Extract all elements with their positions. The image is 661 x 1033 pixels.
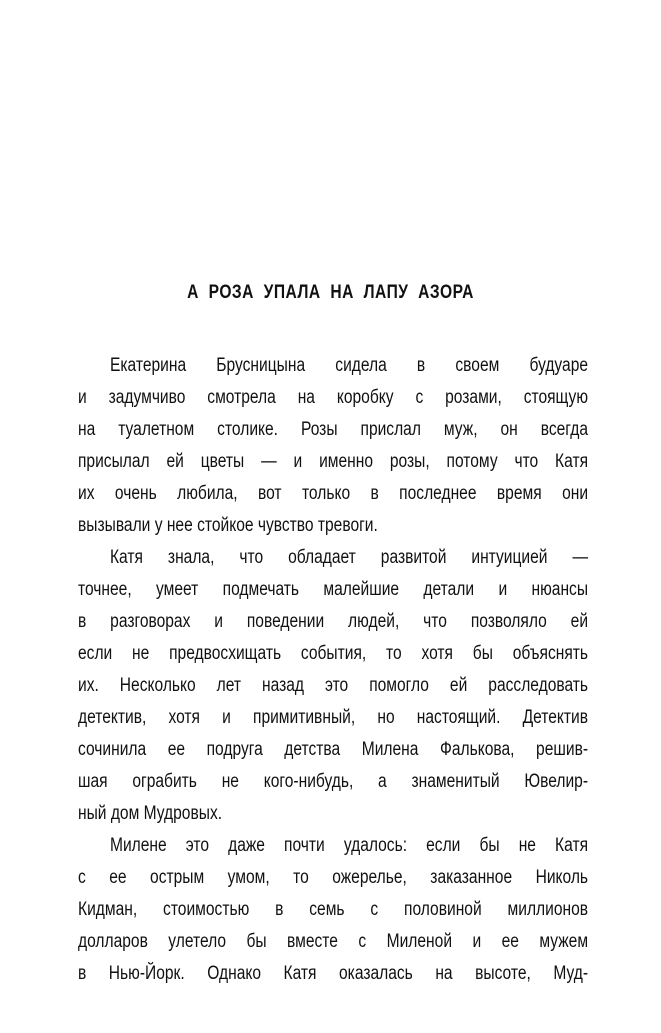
paragraph-3-line-4: долларов улетело бы вместе с Миленой и ее мужем bbox=[78, 931, 589, 952]
paragraph-3-line-3: Кидман, стоимостью в семь с половиной миллионов bbox=[78, 899, 589, 920]
paragraph-2-line-1: Катя знала, что обладает развитой интуицией — bbox=[109, 547, 589, 568]
paragraph-2-line-6: детектив, хотя и примитивный, но настоящий. Детектив bbox=[78, 707, 589, 728]
paragraph-1-line-4: присылал ей цветы — и именно розы, потому что Катя bbox=[78, 451, 589, 472]
paragraph-3-line-1: Милене это даже почти удалось: если бы не Катя bbox=[109, 835, 589, 856]
paragraph-2-line-5: их. Несколько лет назад это помогло ей расследовать bbox=[78, 675, 589, 696]
paragraph-2-line-9: ный дом Мудровых. bbox=[78, 803, 223, 824]
paragraph-1-line-1: Екатерина Брусницына сидела в своем будуаре bbox=[109, 355, 589, 376]
paragraph-2-line-7: сочинила ее подруга детства Милена Фалькова, решив- bbox=[78, 739, 589, 760]
paragraph-2-line-3: в разговорах и поведении людей, что позволяло ей bbox=[78, 611, 589, 632]
paragraph-3-line-2: с ее острым умом, то ожерелье, заказанное Николь bbox=[78, 867, 589, 888]
paragraph-1-line-5: их очень любила, вот только в последнее время они bbox=[78, 483, 589, 504]
paragraph-2-line-4: если не предвосхищать события, то хотя бы объяснять bbox=[78, 643, 589, 664]
paragraph-3-line-5: в Нью-Йорк. Однако Катя оказалась на высоте, Муд- bbox=[78, 963, 589, 984]
paragraph-2-line-8: шая ограбить не кого-нибудь, а знаменитый Ювелир- bbox=[78, 771, 589, 792]
paragraph-1-line-3: на туалетном столике. Розы прислал муж, он всегда bbox=[78, 419, 589, 440]
paragraph-1-line-6: вызывали у нее стойкое чувство тревоги. bbox=[78, 515, 378, 536]
paragraph-1-line-2: и задумчиво смотрела на коробку с розами, стоящую bbox=[78, 387, 589, 408]
chapter-title: А РОЗА УПАЛА НА ЛАПУ АЗОРА bbox=[187, 282, 474, 303]
body-text bbox=[78, 350, 588, 990]
paragraph-2-line-2: точнее, умеет подмечать малейшие детали и нюансы bbox=[78, 579, 589, 600]
